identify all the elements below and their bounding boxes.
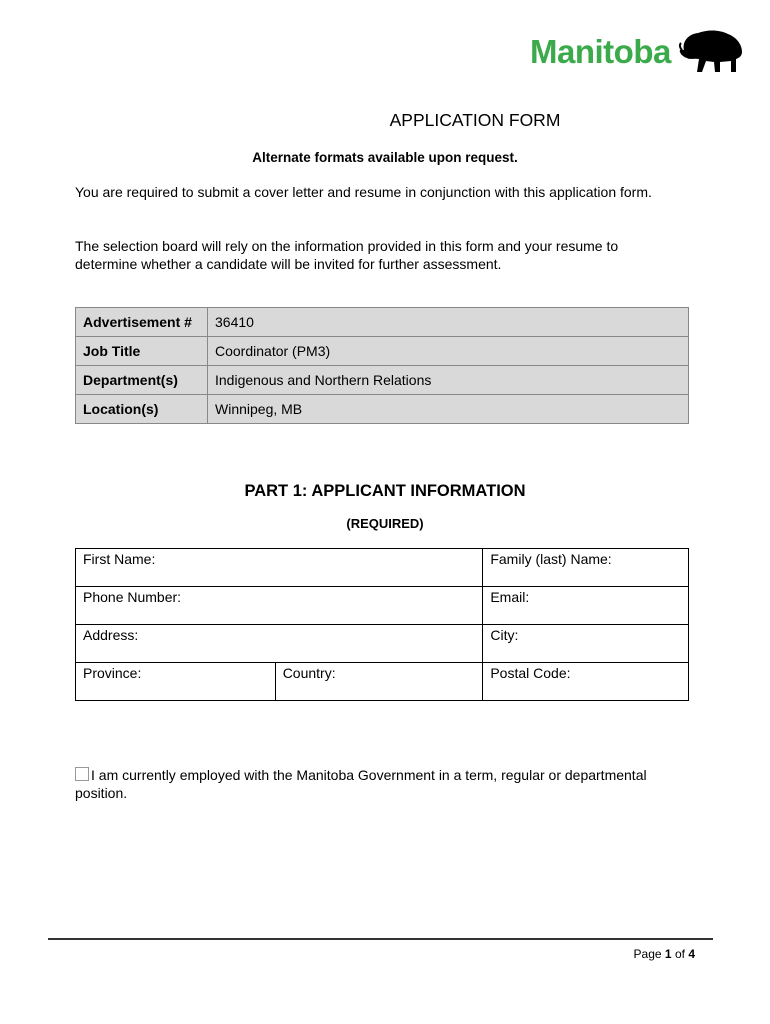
logo-text: Manitoba <box>530 33 671 70</box>
table-row <box>76 587 689 625</box>
address-field[interactable]: Address: <box>76 625 483 663</box>
first-name-field[interactable]: First Name: <box>76 549 483 587</box>
page-current: 1 <box>664 947 672 961</box>
location-value: Winnipeg, MB <box>208 395 689 424</box>
page-total: 4 <box>688 947 695 961</box>
manitoba-logo <box>530 28 750 76</box>
employment-checkbox-label: I am currently employed with the Manitoba Government in a term, regular or departmental position. <box>75 767 647 801</box>
footer-divider <box>48 938 713 940</box>
advertisement-number-label: Advertisement # <box>76 308 208 337</box>
table-row <box>76 549 689 587</box>
employment-statement <box>75 766 695 802</box>
table-row <box>76 625 689 663</box>
part1-heading: PART 1: APPLICANT INFORMATION <box>244 482 526 500</box>
location-label: Location(s) <box>76 395 208 424</box>
job-title-value: Coordinator (PM3) <box>208 337 689 366</box>
job-title-label: Job Title <box>76 337 208 366</box>
required-note: (REQUIRED) <box>346 516 424 531</box>
table-row <box>76 308 689 337</box>
applicant-info-table <box>75 548 689 701</box>
department-label: Department(s) <box>76 366 208 395</box>
page-word: Page <box>633 947 662 961</box>
page-of: of <box>674 947 685 961</box>
email-field[interactable]: Email: <box>483 587 689 625</box>
table-row <box>76 366 689 395</box>
form-subtitle: Alternate formats available upon request. <box>252 150 518 165</box>
family-name-field[interactable]: Family (last) Name: <box>483 549 689 587</box>
phone-number-field[interactable]: Phone Number: <box>76 587 483 625</box>
advertisement-number-value: 36410 <box>208 308 689 337</box>
table-row <box>76 395 689 424</box>
selection-board-notice: The selection board will rely on the information provided in this form and your resume to determine whether a candidate will be invited for further assessment. <box>75 238 619 272</box>
table-row <box>76 337 689 366</box>
advertisement-table <box>75 307 689 424</box>
bison-icon <box>676 28 746 74</box>
employment-checkbox[interactable] <box>75 767 89 781</box>
form-title: APPLICATION FORM <box>389 110 561 130</box>
department-value: Indigenous and Northern Relations <box>208 366 689 395</box>
province-field[interactable]: Province: <box>76 663 276 701</box>
cover-letter-instructions: You are required to submit a cover letter and resume in conjunction with this application form. <box>75 184 652 200</box>
country-field[interactable]: Country: <box>275 663 483 701</box>
postal-code-field[interactable]: Postal Code: <box>483 663 689 701</box>
page-indicator <box>634 947 695 961</box>
table-row <box>76 663 689 701</box>
city-field[interactable]: City: <box>483 625 689 663</box>
